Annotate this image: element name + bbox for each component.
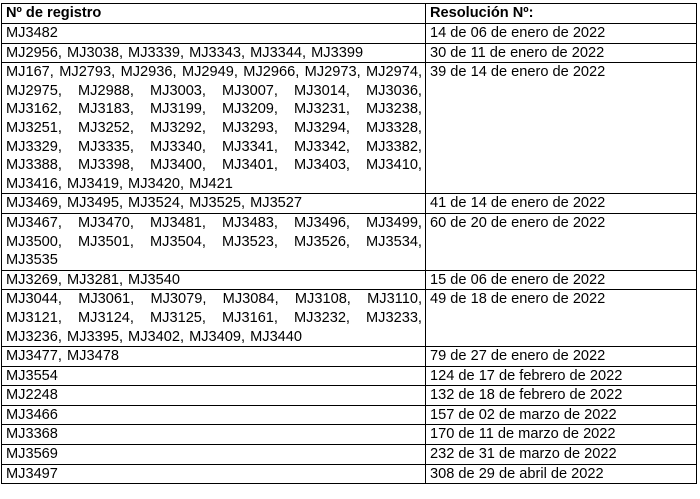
- resolucion-cell: 308 de 29 de abril de 2022: [426, 464, 697, 484]
- resolucion-cell: 79 de 27 de enero de 2022: [426, 347, 697, 367]
- resolucion-cell: 14 de 06 de enero de 2022: [426, 24, 697, 44]
- table-row: [2, 386, 697, 406]
- registro-cell: MJ2956, MJ3038, MJ3339, MJ3343, MJ3344, MJ3399: [2, 43, 426, 63]
- table-row: [2, 290, 697, 347]
- table-row: [2, 347, 697, 367]
- resolucion-cell: 15 de 06 de enero de 2022: [426, 270, 697, 290]
- registro-cell: MJ3368: [2, 425, 426, 445]
- resolucion-cell: 124 de 17 de febrero de 2022: [426, 366, 697, 386]
- table-row: [2, 270, 697, 290]
- registro-cell: MJ3269, MJ3281, MJ3540: [2, 270, 426, 290]
- registro-cell: MJ3477, MJ3478: [2, 347, 426, 367]
- table-row: [2, 366, 697, 386]
- resolucion-cell: 60 de 20 de enero de 2022: [426, 213, 697, 270]
- table-row: [2, 24, 697, 44]
- registro-cell: MJ3466: [2, 405, 426, 425]
- registro-cell: MJ3482: [2, 24, 426, 44]
- resolucion-cell: 132 de 18 de febrero de 2022: [426, 386, 697, 406]
- table-row: [2, 464, 697, 484]
- table-header-row: [2, 4, 697, 24]
- resolucion-cell: 49 de 18 de enero de 2022: [426, 290, 697, 347]
- table-row: [2, 194, 697, 214]
- resolucion-cell: 41 de 14 de enero de 2022: [426, 194, 697, 214]
- registration-table: [1, 3, 697, 484]
- resolucion-cell: 170 de 11 de marzo de 2022: [426, 425, 697, 445]
- header-resolucion: Resolución Nº:: [426, 4, 697, 24]
- registro-cell: MJ3467, MJ3470, MJ3481, MJ3483, MJ3496, MJ3499, MJ3500, MJ3501, MJ3504, MJ3523, MJ3526, MJ3534, MJ3535: [2, 213, 426, 270]
- registro-cell: MJ3569: [2, 445, 426, 465]
- table-row: [2, 213, 697, 270]
- registro-cell: MJ3497: [2, 464, 426, 484]
- resolucion-cell: 30 de 11 de enero de 2022: [426, 43, 697, 63]
- table-row: [2, 43, 697, 63]
- registro-cell: MJ3554: [2, 366, 426, 386]
- table-row: [2, 63, 697, 194]
- table-row: [2, 445, 697, 465]
- registro-cell: MJ3469, MJ3495, MJ3524, MJ3525, MJ3527: [2, 194, 426, 214]
- resolucion-cell: 157 de 02 de marzo de 2022: [426, 405, 697, 425]
- registro-cell: MJ2248: [2, 386, 426, 406]
- registro-cell: MJ167, MJ2793, MJ2936, MJ2949, MJ2966, MJ2973, MJ2974, MJ2975, MJ2988, MJ3003, MJ3007, MJ3014, MJ3036, MJ3162, MJ3183, MJ3199, MJ3209, MJ3231, MJ3238, MJ3251, MJ3252, MJ3292, MJ3293, MJ3294, MJ3328, MJ3329, MJ3335, MJ3340, MJ3341, MJ3342, MJ3382, MJ3388, MJ3398, MJ3400, MJ3401, MJ3403, MJ3410, MJ3416, MJ3419, MJ3420, MJ421: [2, 63, 426, 194]
- resolucion-cell: 232 de 31 de marzo de 2022: [426, 445, 697, 465]
- table-row: [2, 425, 697, 445]
- resolucion-cell: 39 de 14 de enero de 2022: [426, 63, 697, 194]
- header-registro: Nº de registro: [2, 4, 426, 24]
- registro-cell: MJ3044, MJ3061, MJ3079, MJ3084, MJ3108, MJ3110, MJ3121, MJ3124, MJ3125, MJ3161, MJ3232, MJ3233, MJ3236, MJ3395, MJ3402, MJ3409, MJ3440: [2, 290, 426, 347]
- table-row: [2, 405, 697, 425]
